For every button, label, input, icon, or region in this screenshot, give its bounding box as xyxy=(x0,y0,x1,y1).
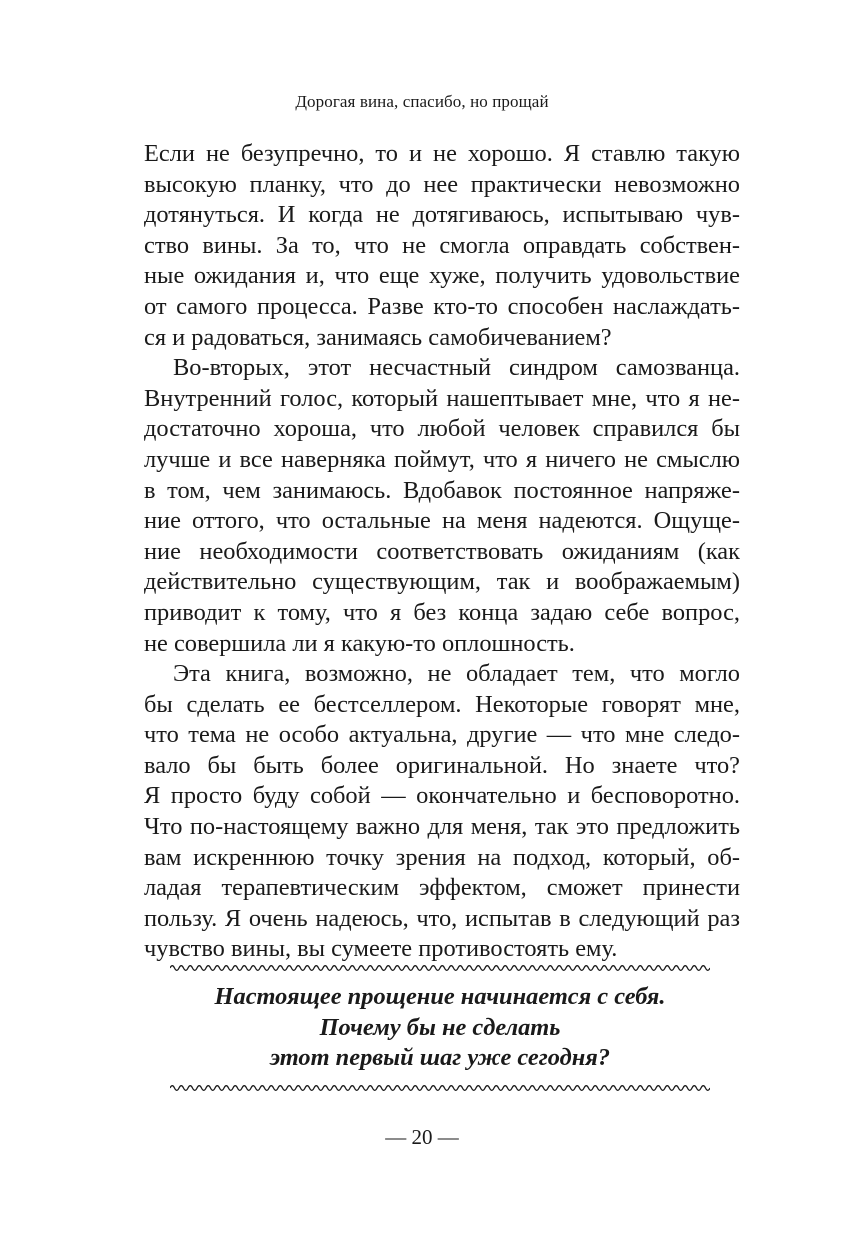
text-line: вало бы быть более оригинальной. Но знаете что? xyxy=(144,751,740,779)
body-text xyxy=(144,139,740,965)
text-line: действительно существующим, так и воображаемым) xyxy=(144,568,740,596)
text-line: ние необходимости соответствовать ожиданиям (как xyxy=(144,537,740,565)
text-line: дотянуться. И когда не дотягиваюсь, испытываю чув- xyxy=(144,201,740,229)
text-line: что тема не особо актуальна, другие — что мне следо- xyxy=(144,721,740,749)
paragraph xyxy=(144,659,740,965)
text-line: бы сделать ее бестселлером. Некоторые говорят мне, xyxy=(144,690,740,718)
bottom-wave-divider xyxy=(170,1082,710,1094)
text-line: Если не безупречно, то и не хорошо. Я ставлю такую xyxy=(144,140,740,167)
quote-block xyxy=(170,962,710,1094)
text-line: ние оттого, что остальные на меня надеются. Ощуще- xyxy=(144,507,740,535)
text-line: приводит к тому, что я без конца задаю себе вопрос, xyxy=(144,598,740,626)
text-line: высокую планку, что до нее практически невозможно xyxy=(144,170,740,198)
text-line: достаточно хороша, что любой человек справился бы xyxy=(144,415,740,443)
page-number: — 20 — xyxy=(385,1125,459,1149)
quote-line: этот первый шаг уже сегодня? xyxy=(269,1044,611,1072)
text-line: ся и радоваться, занимаясь самобичеванием? xyxy=(144,323,612,351)
text-line: ладая терапевтическим эффектом, сможет принести xyxy=(144,874,740,902)
quote-line: Почему бы не сделать xyxy=(319,1013,561,1041)
text-line: Я просто буду собой — окончательно и бесповоротно. xyxy=(144,782,740,810)
text-line: пользу. Я очень надеюсь, что, испытав в следующий раз xyxy=(144,904,740,932)
text-line: ные ожидания и, что еще хуже, получить удовольствие xyxy=(144,262,740,290)
text-line: не совершила ли я какую-то оплошность. xyxy=(144,629,575,657)
paragraph xyxy=(144,353,740,659)
text-line: чувство вины, вы сумеете противостоять ему. xyxy=(144,935,618,963)
quote-line: Настоящее прощение начинается с себя. xyxy=(214,983,666,1010)
text-line: в том, чем занимаюсь. Вдобавок постоянное напряже- xyxy=(144,476,740,504)
top-wave-divider xyxy=(170,962,710,974)
text-line: Во-вторых, этот несчастный синдром самозванца. xyxy=(173,354,740,382)
text-line: лучше и все наверняка поймут, что я ничего не смыслю xyxy=(144,445,740,473)
paragraph xyxy=(144,139,740,353)
text-line: вам искреннюю точку зрения на подход, который, об- xyxy=(144,843,740,871)
text-line: Эта книга, возможно, не обладает тем, что могло xyxy=(173,660,740,688)
running-head: Дорогая вина, спасибо, но прощай xyxy=(295,92,549,111)
text-line: от самого процесса. Разве кто-то способен наслаждать- xyxy=(144,292,740,320)
text-line: Внутренний голос, который нашептывает мне, что я не- xyxy=(144,384,740,412)
text-line: ство вины. За то, что не смогла оправдать собствен- xyxy=(144,231,740,259)
quote-text xyxy=(170,974,710,1082)
text-line: Что по-настоящему важно для меня, так это предложить xyxy=(144,813,740,841)
